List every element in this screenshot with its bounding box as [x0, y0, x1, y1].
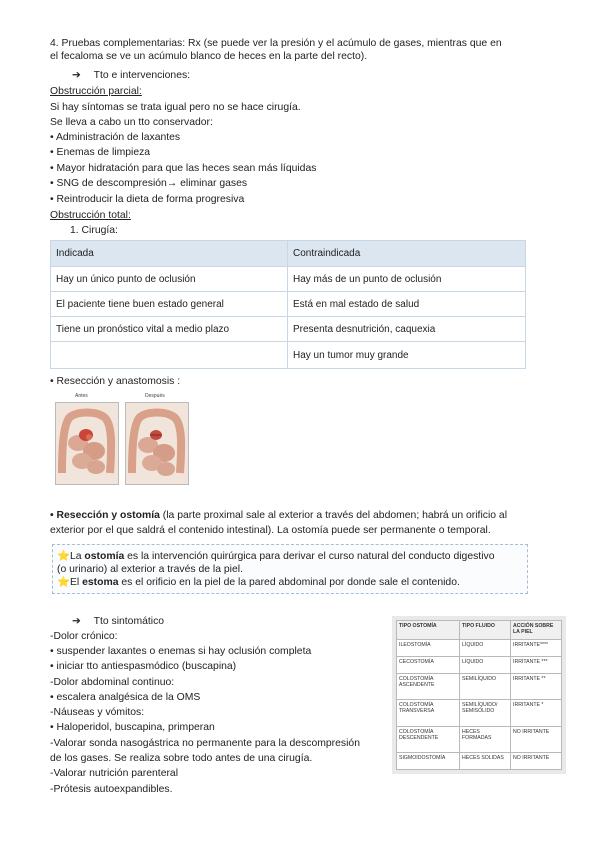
- table-row: [397, 726, 562, 752]
- table-cell: COLOSTOMÍA ASCENDENTE: [397, 674, 460, 700]
- parcial-line-2: Se lleva a cabo un tto conservador:: [50, 117, 213, 128]
- definition-ostomia: [57, 550, 494, 563]
- arrow-icon: ➔: [72, 616, 81, 627]
- intro-line-1: 4. Pruebas complementarias: Rx (se puede ver la presión y el acúmulo de gases, mientras que en: [50, 38, 502, 49]
- table-cell: COLOSTOMÍA DESCENDENTE: [397, 726, 460, 752]
- definition-estoma: [57, 576, 460, 589]
- def-text: es la intervención quirúrgica para derivar el curso natural del conducto digestivo: [124, 551, 495, 562]
- parcial-bullet-2: • Enemas de limpieza: [50, 147, 151, 158]
- table-row: [397, 657, 562, 674]
- arrow-icon: ➔: [72, 70, 81, 81]
- intro-line-2: el fecaloma se ve un acúmulo blanco de heces en la parte del recto).: [50, 51, 368, 62]
- definition-ostomia-cont: (o urinario) al exterior a través de la piel.: [57, 564, 243, 575]
- parcial-bullet-3: • Mayor hidratación para que las heces sean más líquidas: [50, 163, 317, 174]
- table-row: [397, 752, 562, 769]
- def-text: El: [69, 577, 83, 588]
- tto-sintomatico-item: [72, 615, 164, 627]
- def-text: La: [69, 551, 85, 562]
- sint-line-2: • suspender laxantes o enemas si hay oclusión completa: [50, 646, 312, 657]
- table-cell: LÍQUIDO: [460, 657, 511, 674]
- ostomy-header-accion: ACCIÓN SOBRE LA PIEL: [511, 621, 562, 640]
- parcial-bullet-5: • Reintroducir la dieta de forma progresiva: [50, 194, 245, 205]
- sint-line-7: • Haloperidol, buscapina, primperan: [50, 722, 215, 733]
- table-cell: Está en mal estado de salud: [288, 292, 526, 317]
- ostomy-header-tipo: TIPO OSTOMÍA: [397, 621, 460, 640]
- table-row: [51, 292, 526, 317]
- sint-line-10: -Valorar nutrición parenteral: [50, 768, 179, 779]
- table-row: [397, 674, 562, 700]
- intestine-after-drawing: [126, 403, 188, 484]
- intestine-before-drawing: [56, 403, 118, 484]
- table-cell: IRRITANTE****: [511, 640, 562, 657]
- table-cell: IRRITANTE ***: [511, 657, 562, 674]
- table-row: [51, 267, 526, 292]
- table-cell: HECES SOLIDAS: [460, 752, 511, 769]
- table-cell: NO IRRITANTE: [511, 726, 562, 752]
- table-cell: [51, 342, 288, 369]
- table-cell: NO IRRITANTE: [511, 752, 562, 769]
- anastomosis-illustration: [53, 393, 189, 485]
- table-cell: IRRITANTE **: [511, 674, 562, 700]
- header-indicada: Indicada: [51, 241, 288, 267]
- table-cell: SEMILÍQUIDO/ SEMISÓLIDO: [460, 700, 511, 726]
- sint-line-5: • escalera analgésica de la OMS: [50, 692, 201, 703]
- parcial-bullet-1: • Administración de laxantes: [50, 132, 181, 143]
- table-row: [397, 640, 562, 657]
- table-cell: Hay un único punto de oclusión: [51, 267, 288, 292]
- definitions-callout: [52, 544, 528, 594]
- heading-obstruccion-parcial: Obstrucción parcial:: [50, 86, 142, 97]
- reseccion-anastomosis-label: • Resección y anastomosis :: [50, 376, 181, 387]
- after-panel: [125, 402, 189, 485]
- ostomia-line-1: [50, 509, 507, 522]
- def-term-ostomia: ostomía: [84, 551, 125, 562]
- table-cell: IRRITANTE *: [511, 700, 562, 726]
- sint-line-4: -Dolor abdominal continuo:: [50, 677, 175, 688]
- parcial-line-1: Si hay síntomas se trata igual pero no se hace cirugía.: [50, 102, 301, 113]
- star-icon: ⭐: [57, 551, 70, 562]
- table-row: [397, 700, 562, 726]
- sint-line-3: • iniciar tto antiespasmódico (buscapina): [50, 661, 237, 672]
- sint-line-6: -Náuseas y vómitos:: [50, 707, 145, 718]
- ostomia-line-2: exterior por el que saldrá el contenido intestinal). La ostomía puede ser permanente o temporal.: [50, 525, 491, 536]
- table-cell: LÍQUIDO: [460, 640, 511, 657]
- star-icon: ⭐: [57, 577, 70, 588]
- table-header-row: [51, 241, 526, 267]
- tto-sintomatico-label: Tto sintomático: [93, 616, 165, 627]
- tto-intervenciones-item: [72, 69, 190, 81]
- sint-line-8: -Valorar sonda nasogástrica no permanente para la descompresión: [50, 738, 360, 749]
- after-label: Después: [145, 393, 165, 399]
- surgery-indication-table: [50, 240, 526, 369]
- table-cell: Hay un tumor muy grande: [288, 342, 526, 369]
- table-cell: ILEOSTOMÍA: [397, 640, 460, 657]
- table-cell: Tiene un pronóstico vital a medio plazo: [51, 317, 288, 342]
- ostomy-types-table: [396, 620, 562, 770]
- heading-obstruccion-total: Obstrucción total:: [50, 210, 131, 221]
- sint-line-9: de los gases. Se realiza sobre todo antes de una cirugía.: [50, 753, 313, 764]
- table-cell: Hay más de un punto de oclusión: [288, 267, 526, 292]
- header-contraindicada: Contraindicada: [288, 241, 526, 267]
- ostomy-header-row: [397, 621, 562, 640]
- before-label: Antes: [75, 393, 88, 399]
- table-cell: El paciente tiene buen estado general: [51, 292, 288, 317]
- table-cell: SIGMOIDOSTOMÍA: [397, 752, 460, 769]
- table-row: [51, 342, 526, 369]
- ostomy-header-fluido: TIPO FLUIDO: [460, 621, 511, 640]
- ostomia-term: • Resección y ostomía: [50, 510, 160, 521]
- tto-intervenciones-label: Tto e intervenciones:: [93, 70, 191, 81]
- table-cell: SEMILÍQUIDO: [460, 674, 511, 700]
- def-term-estoma: estoma: [82, 577, 119, 588]
- table-cell: Presenta desnutrición, caquexia: [288, 317, 526, 342]
- table-cell: CECOSTOMÍA: [397, 657, 460, 674]
- sint-line-1: -Dolor crónico:: [50, 631, 118, 642]
- parcial-bullet-4: • SNG de descompresión→ eliminar gases: [50, 178, 248, 189]
- sint-line-11: -Prótesis autoexpandibles.: [50, 784, 173, 795]
- before-panel: [55, 402, 119, 485]
- ostomia-desc: (la parte proximal sale al exterior a través del abdomen; habrá un orificio al: [159, 510, 508, 521]
- def-text: es el orificio en la piel de la pared abdominal por donde sale el contenido.: [118, 577, 460, 588]
- table-row: [51, 317, 526, 342]
- cirugia-list-item: 1. Cirugía:: [70, 225, 118, 236]
- table-cell: HECES FORMADAS: [460, 726, 511, 752]
- table-cell: COLOSTOMÍA TRANSVERSA: [397, 700, 460, 726]
